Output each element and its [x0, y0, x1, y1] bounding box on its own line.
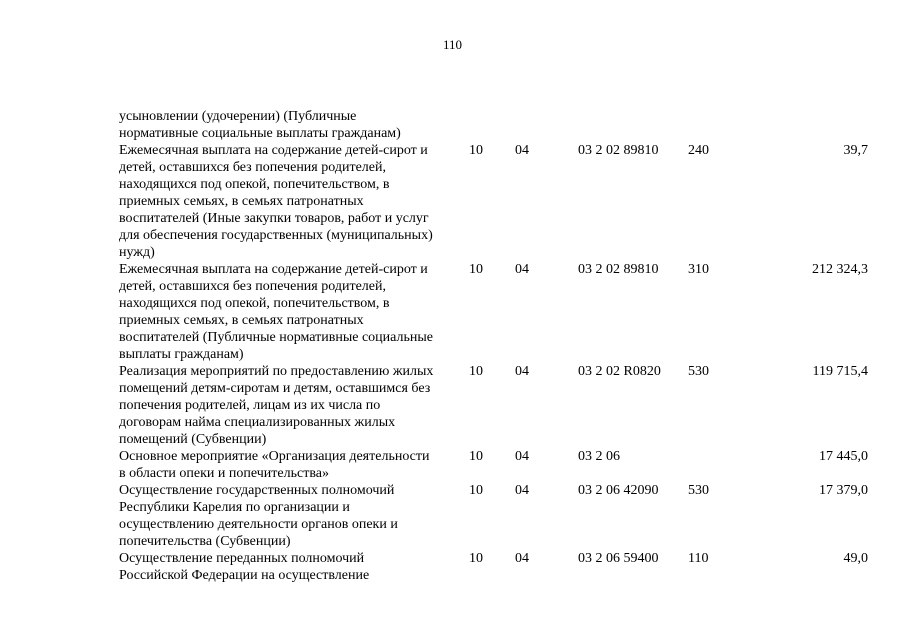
row-target-code: 03 2 06: [578, 449, 620, 464]
row-target-code: 03 2 02 R0820: [578, 364, 661, 379]
row-expense-type: 530: [688, 364, 709, 379]
page-number: 110: [442, 37, 463, 52]
row-amount: 119 715,4: [812, 364, 868, 379]
row-target-code: 03 2 06 42090: [578, 483, 659, 498]
row-name: Реализация мероприятий по предоставлению жилых помещений детям-сиротам и детям, оставшимся без попечения родителей, лицам из их числа по договорам найма специализированных жилых помещений (Субвенции): [119, 364, 434, 447]
row-target-code: 03 2 02 89810: [578, 143, 659, 158]
row-name: усыновлении (удочерении) (Публичные нормативные социальные выплаты гражданам): [119, 109, 401, 141]
table-row: [119, 142, 879, 261]
table-row: [119, 550, 879, 584]
row-subsection: 04: [515, 143, 529, 158]
row-expense-type: 240: [688, 143, 709, 158]
row-section: 10: [469, 483, 483, 498]
row-expense-type: 310: [688, 262, 709, 277]
row-subsection: 04: [515, 551, 529, 566]
table-row: [119, 448, 879, 482]
row-name: Основное мероприятие «Организация деятельности в области опеки и попечительства»: [119, 449, 430, 481]
row-target-code: 03 2 02 89810: [578, 262, 659, 277]
row-amount: 39,7: [843, 143, 868, 158]
table-row: [119, 108, 879, 142]
row-name: Осуществление государственных полномочий Республики Карелия по организации и осуществлению деятельности органов опеки и попечительства (Субвенции): [119, 483, 398, 549]
row-section: 10: [469, 551, 483, 566]
row-section: 10: [469, 449, 483, 464]
table-row: [119, 482, 879, 550]
row-subsection: 04: [515, 483, 529, 498]
row-name: Осуществление переданных полномочий Российской Федерации на осуществление: [119, 551, 370, 583]
row-section: 10: [469, 364, 483, 379]
row-name: Ежемесячная выплата на содержание детей-сирот и детей, оставшихся без попечения родителей, находящихся под опекой, попечительством, в приемных семьях, в семьях патронатных воспитателей (Иные закупки товаров, работ и услуг для обеспечения государственных (муниципальных) нужд): [119, 143, 433, 260]
row-section: 10: [469, 143, 483, 158]
row-amount: 49,0: [843, 551, 868, 566]
budget-table: [119, 108, 879, 584]
row-section: 10: [469, 262, 483, 277]
row-expense-type: 110: [688, 551, 709, 566]
row-target-code: 03 2 06 59400: [578, 551, 659, 566]
row-amount: 17 379,0: [819, 483, 868, 498]
row-subsection: 04: [515, 449, 529, 464]
row-amount: 17 445,0: [819, 449, 868, 464]
row-amount: 212 324,3: [812, 262, 868, 277]
table-row: [119, 261, 879, 363]
table-row: [119, 363, 879, 448]
row-expense-type: 530: [688, 483, 709, 498]
row-subsection: 04: [515, 364, 529, 379]
row-name: Ежемесячная выплата на содержание детей-сирот и детей, оставшихся без попечения родителей, находящихся под опекой, попечительством, в приемных семьях, в семьях патронатных воспитателей (Публичные нормативные социальные выплаты гражданам): [119, 262, 433, 362]
row-subsection: 04: [515, 262, 529, 277]
